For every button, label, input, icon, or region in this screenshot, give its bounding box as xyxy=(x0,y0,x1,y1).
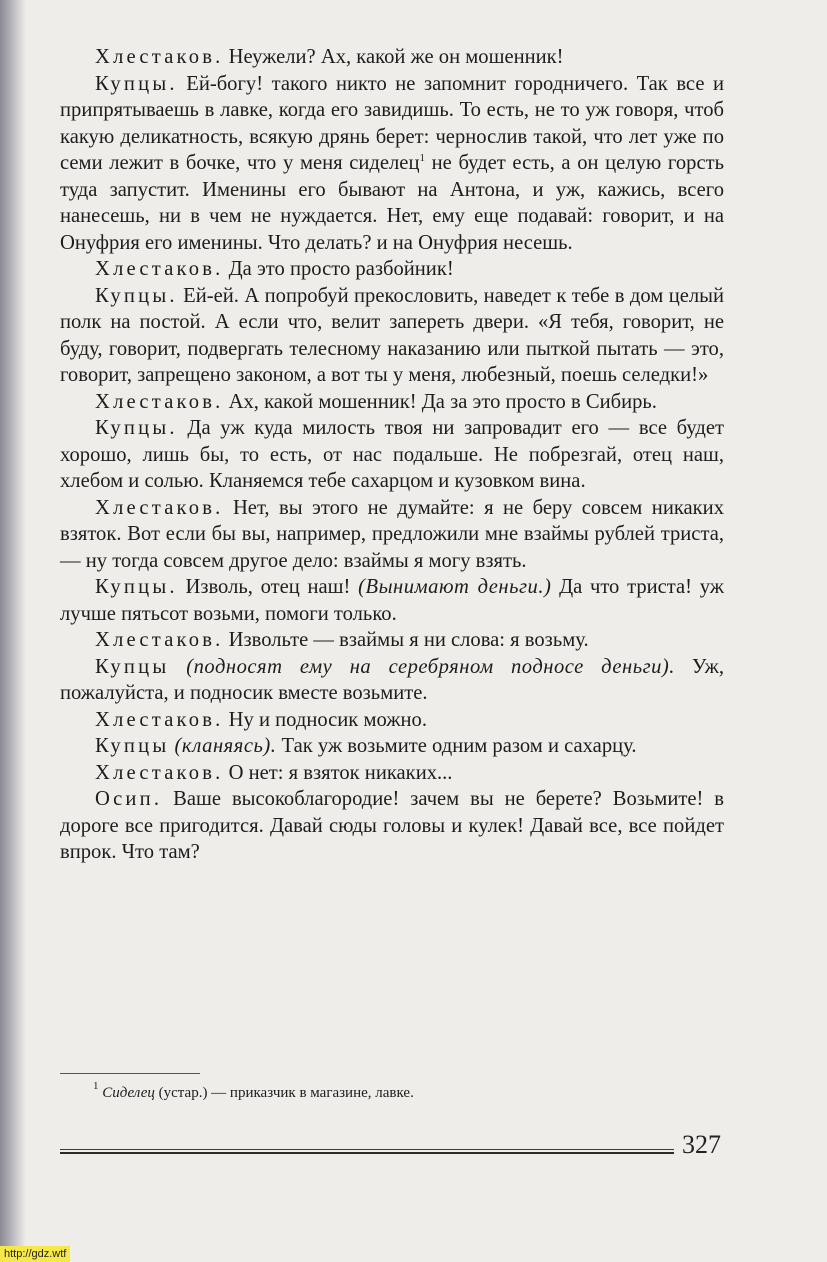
speaker-name: Хлестаков. xyxy=(95,258,224,280)
footnote-term: Сиделец xyxy=(102,1085,155,1101)
speech-text: Ах, какой мошенник! Да за это просто в Сибирь. xyxy=(228,390,657,413)
footnote xyxy=(93,1080,693,1103)
dialogue-paragraph xyxy=(60,256,724,283)
speaker-name: Купцы. xyxy=(95,72,178,95)
dialogue-paragraph xyxy=(60,283,724,389)
speech-text: Ей-ей. А попробуй прекословить, наведет к тебе в дом целый полк на постой. А если что, велит запереть двери. «Я тебя, говорит, не буду, говорит, подвергать телесному наказанию или пыткой пытать — это, говорит, запрещено законом, а вот ты у меня, любезный, поешь селедки!» xyxy=(60,284,724,386)
dialogue-paragraph xyxy=(60,733,724,760)
speaker-name: Хлестаков. xyxy=(95,629,224,651)
speech-text: О нет: я взяток никаких... xyxy=(228,761,453,784)
speech-text: Извольте — взаймы я ни слова: я возьму. xyxy=(228,629,589,651)
speaker-name: Хлестаков. xyxy=(95,761,224,784)
site-watermark: http://gdz.wtf xyxy=(0,1246,70,1262)
stage-direction: (Вынимают деньги.) xyxy=(358,576,552,598)
speech-text: не будет есть, а он целую горсть туда запустит. Именины его бывают на Антона, и уж, кажись, всего нанесешь, ни в чем не нуждается. Нет, ему еще подавай: говорит, и на Онуфрия его именины. Что делать? и на Онуфрия несешь. xyxy=(60,152,724,254)
dialogue-paragraph xyxy=(60,44,724,71)
speech-text: Да это просто разбойник! xyxy=(228,258,454,280)
speaker-name: Купцы xyxy=(95,655,170,678)
speech-text: Изволь, отец наш! xyxy=(185,576,351,598)
footnote-number: 1 xyxy=(93,1080,99,1092)
speaker-name: Купцы xyxy=(95,735,170,757)
stage-direction: (кланяясь). xyxy=(174,735,277,757)
speaker-name: Хлестаков. xyxy=(95,496,224,519)
dialogue-paragraph xyxy=(60,627,724,654)
speech-text: Ей-богу! такого никто не запомнит городничего. Так все и припрятываешь в лавке, когда его завидишь. То есть, не то уж говоря, чтоб какую деликатность, всякую дрянь берет: чернослив такой, что лет уже по семи лежит в бочке, что у меня сиделец xyxy=(60,72,724,174)
dialogue-paragraph xyxy=(60,415,724,495)
speech-text: Уж, пожалуйста, и подносик вместе возьмите. xyxy=(60,655,724,704)
dialogue-paragraph xyxy=(60,71,724,257)
speaker-name: Хлестаков. xyxy=(95,708,224,731)
speech-text: Неужели? Ах, какой же он мошенник! xyxy=(228,46,564,68)
footnote-divider xyxy=(60,1073,200,1074)
footnote-text: (устар.) — приказчик в магазине, лавке. xyxy=(158,1085,414,1101)
speaker-name: Купцы. xyxy=(95,284,178,307)
page-body xyxy=(60,44,724,866)
dialogue-paragraph xyxy=(60,760,724,787)
dialogue-paragraph xyxy=(60,654,724,707)
book-spine-shadow xyxy=(0,0,26,1262)
dialogue-paragraph xyxy=(60,574,724,627)
speaker-name: Купцы. xyxy=(95,417,178,439)
dialogue-paragraph xyxy=(60,495,724,575)
speech-text: Нет, вы этого не думайте: я не беру совсем никаких взяток. Вот если бы вы, например, предложили мне взаймы рублей триста, — ну тогда совсем другое дело: взаймы я могу взять. xyxy=(60,496,724,572)
page-number: 327 xyxy=(682,1130,721,1159)
speaker-name: Хлестаков. xyxy=(95,390,224,413)
page-bottom-rule xyxy=(60,1149,674,1154)
stage-direction: (подносят ему на серебряном подносе деньги). xyxy=(186,655,675,678)
speech-text: Да уж куда милость твоя ни запровадит его — все будет хорошо, лишь бы, то есть, от нас подальше. Не побрезгай, отец наш, хлебом и солью. Кланяемся тебе сахарцом и кузовком вина. xyxy=(60,417,724,492)
dialogue-paragraph xyxy=(60,389,724,416)
footnote-reference: 1 xyxy=(419,152,425,164)
dialogue-paragraph xyxy=(60,786,724,866)
speaker-name: Купцы. xyxy=(95,576,178,598)
speaker-name: Осип. xyxy=(95,788,163,810)
speaker-name: Хлестаков. xyxy=(95,46,224,68)
speech-text: Так уж возьмите одним разом и сахарцу. xyxy=(281,735,637,757)
speech-text: Да что триста! уж лучше пятьсот возьми, помоги только. xyxy=(60,576,725,625)
dialogue-paragraph xyxy=(60,707,724,734)
speech-text: Ваше высокоблагородие! зачем вы не берете? Возьмите! в дороге все пригодится. Давай сюды головы и кулек! Давай все, все пойдет впрок. Что там? xyxy=(60,788,724,863)
speech-text: Ну и подносик можно. xyxy=(228,708,427,731)
